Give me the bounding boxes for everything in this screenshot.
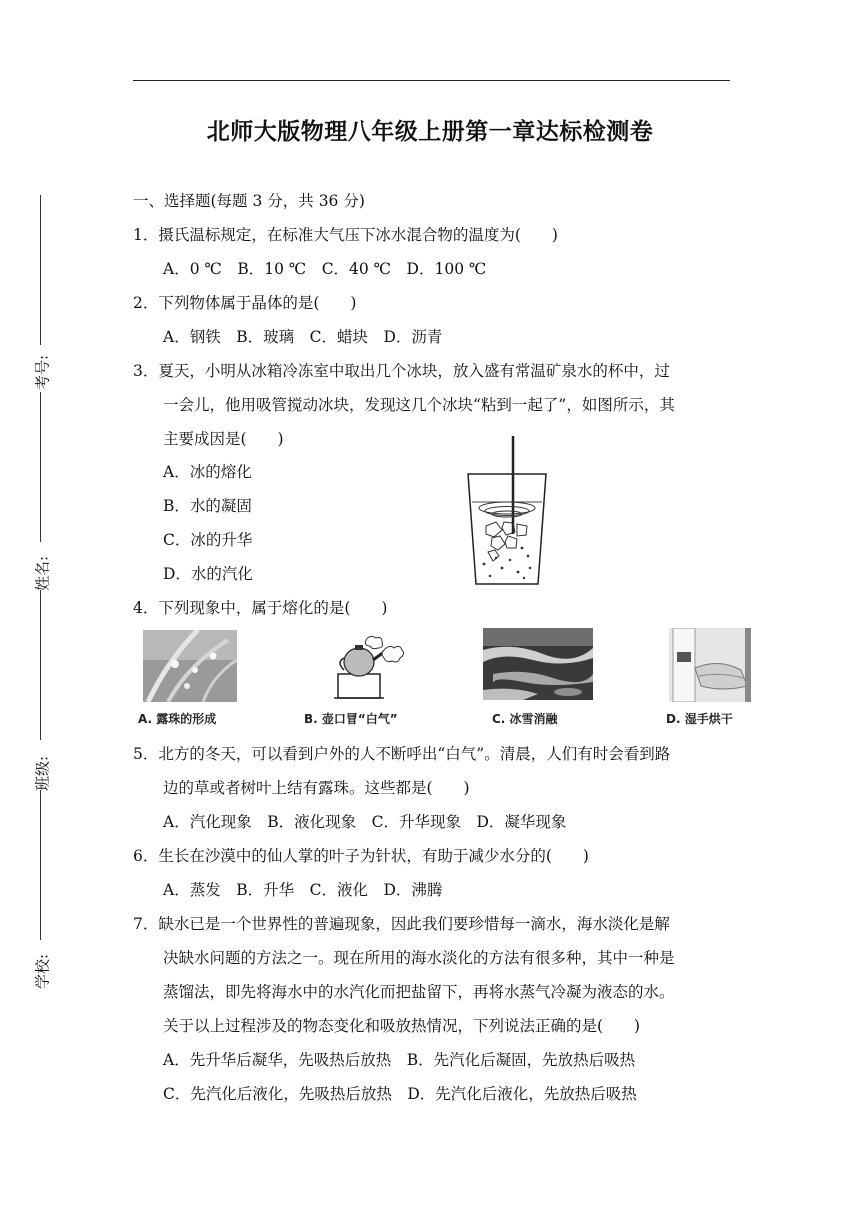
q3-stem-line2: 一会儿，他用吸管搅动冰块，发现这几个冰块“粘到一起了”，如图所示，其	[163, 396, 675, 414]
q2-stem: 2．下列物体属于晶体的是( )	[133, 294, 357, 312]
dew-drops-image	[143, 630, 237, 702]
q5-stem-line2: 边的草或者树叶上结有露珠。这些都是( )	[163, 779, 470, 797]
side-label-exam-no: 考号:	[33, 354, 52, 391]
q3-option-d: D．水的汽化	[163, 565, 253, 583]
q7-stem-line4: 关于以上过程涉及的物态变化和吸放热情况，下列说法正确的是( )	[163, 1017, 641, 1035]
side-line-class	[40, 590, 41, 740]
side-line-school	[40, 790, 41, 940]
q3-option-c: C．冰的升华	[163, 531, 253, 549]
q7-options-ab: A．先升华后凝华，先吸热后放热 B．先汽化后凝固，先放热后吸热	[163, 1051, 636, 1069]
q7-options-cd: C．先汽化后液化，先吸热后放热 D．先汽化后液化，先放热后吸热	[163, 1085, 637, 1103]
section-heading: 一、选择题(每题 3 分，共 36 分)	[133, 192, 365, 210]
side-line-name	[40, 392, 41, 542]
side-label-school: 学校:	[33, 953, 52, 990]
q1-stem: 1．摄氏温标规定，在标准大气压下冰水混合物的温度为( )	[133, 226, 558, 244]
q3-stem-line1: 3．夏天，小明从冰箱冷冻室中取出几个冰块，放入盛有常温矿泉水的杯中，过	[133, 362, 670, 380]
q4-caption-b: B. 壶口冒“白气”	[304, 712, 398, 726]
q3-stem-line3: 主要成因是( )	[163, 430, 284, 448]
q4-caption-a: A. 露珠的形成	[138, 712, 217, 726]
kettle-steam-image	[326, 626, 406, 702]
q7-stem-line3: 蒸馏法，即先将海水中的水汽化而把盐留下，再将水蒸气冷凝为液态的水。	[163, 983, 675, 1001]
header-rule	[133, 80, 730, 81]
q1-options: A．0 ℃ B．10 ℃ C．40 ℃ D．100 ℃	[163, 260, 487, 278]
melting-snow-image	[483, 628, 593, 700]
q3-option-a: A．冰的熔化	[163, 463, 252, 481]
q6-stem: 6．生长在沙漠中的仙人掌的叶子为针状，有助于减少水分的( )	[133, 847, 589, 865]
q4-stem: 4．下列现象中，属于熔化的是( )	[133, 599, 388, 617]
glass-with-ice-figure	[462, 436, 552, 588]
q7-stem-line2: 决缺水问题的方法之一。现在所用的海水淡化的方法有很多种，其中一种是	[163, 949, 675, 967]
q6-options: A．蒸发 B．升华 C．液化 D．沸腾	[163, 881, 443, 899]
q3-option-b: B．水的凝固	[163, 497, 252, 515]
q4-caption-c: C. 冰雪消融	[492, 712, 558, 726]
q5-stem-line1: 5．北方的冬天，可以看到户外的人不断呼出“白气”。清晨，人们有时会看到路	[133, 745, 671, 763]
page-title: 北师大版物理八年级上册第一章达标检测卷	[206, 119, 654, 145]
side-line-exam-no	[40, 195, 41, 345]
hand-dryer-image	[669, 628, 751, 702]
q5-options: A．汽化现象 B．液化现象 C．升华现象 D．凝华现象	[163, 813, 567, 831]
q7-stem-line1: 7．缺水已是一个世界性的普遍现象，因此我们要珍惜每一滴水，海水淡化是解	[133, 915, 670, 933]
q2-options: A．钢铁 B．玻璃 C．蜡块 D．沥青	[163, 328, 443, 346]
side-label-name: 姓名:	[33, 555, 52, 592]
side-label-class: 班级:	[33, 755, 52, 792]
q4-caption-d: D. 湿手烘干	[666, 712, 733, 726]
